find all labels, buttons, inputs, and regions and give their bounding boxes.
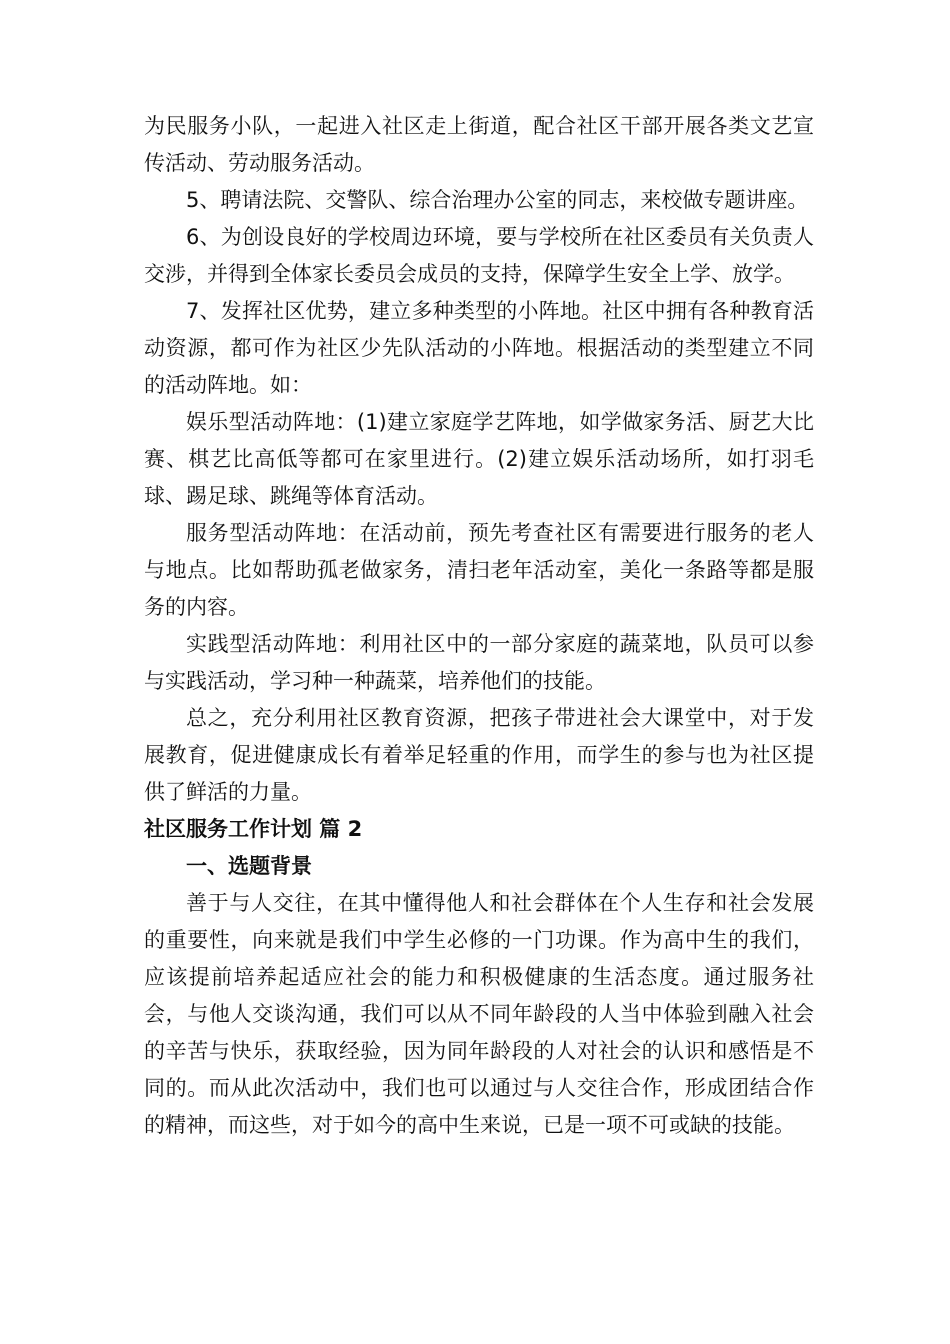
paragraph-background: 善于与人交往，在其中懂得他人和社会群体在个人生存和社会发展的重要性，向来就是我们中学生必修的一门功课。作为高中生的我们，应该提前培养起适应社会的能力和积极健康的生活态度。通过服务社会，与他人交谈沟通，我们可以从不同年龄段的人当中体验到融入社会的辛苦与快乐，获取经验，因为同年龄段的人对社会的认识和感悟是不同的。而从此次活动中，我们也可以通过与人交往合作，形成团结合作的精神，而这些，对于如今的高中生来说，已是一项不可或缺的技能。 <box>144 891 814 1137</box>
document-page <box>144 108 814 1144</box>
section-title: 社区服务工作计划 篇 2 <box>144 817 363 841</box>
paragraph-entertainment: 娱乐型活动阵地：(1)建立家庭学艺阵地，如学做家务活、厨艺大比赛、棋艺比高低等都可在家里进行。(2)建立娱乐活动场所，如打羽毛球、踢足球、跳绳等体育活动。 <box>144 410 814 508</box>
subsection-title: 一、选题背景 <box>186 854 312 878</box>
paragraph-practice: 实践型活动阵地：利用社区中的一部分家庭的蔬菜地，队员可以参与实践活动，学习种一种蔬菜，培养他们的技能。 <box>144 632 814 693</box>
paragraph-item-6: 6、为创设良好的学校周边环境，要与学校所在社区委员有关负责人交涉，并得到全体家长委员会成员的支持，保障学生安全上学、放学。 <box>144 225 814 286</box>
paragraph-service: 服务型活动阵地：在活动前，预先考查社区有需要进行服务的老人与地点。比如帮助孤老做家务，清扫老年活动室，美化一条路等都是服务的内容。 <box>144 521 814 619</box>
paragraph-summary: 总之，充分利用社区教育资源，把孩子带进社会大课堂中，对于发展教育，促进健康成长有着举足轻重的作用，而学生的参与也为社区提供了鲜活的力量。 <box>144 706 814 804</box>
paragraph-item-5: 5、聘请法院、交警队、综合治理办公室的同志，来校做专题讲座。 <box>186 188 809 212</box>
paragraph-continuation: 为民服务小队，一起进入社区走上街道，配合社区干部开展各类文艺宣传活动、劳动服务活动。 <box>144 114 814 175</box>
paragraph-item-7: 7、发挥社区优势，建立多种类型的小阵地。社区中拥有各种教育活动资源，都可作为社区少先队活动的小阵地。根据活动的类型建立不同的活动阵地。如： <box>144 299 814 397</box>
